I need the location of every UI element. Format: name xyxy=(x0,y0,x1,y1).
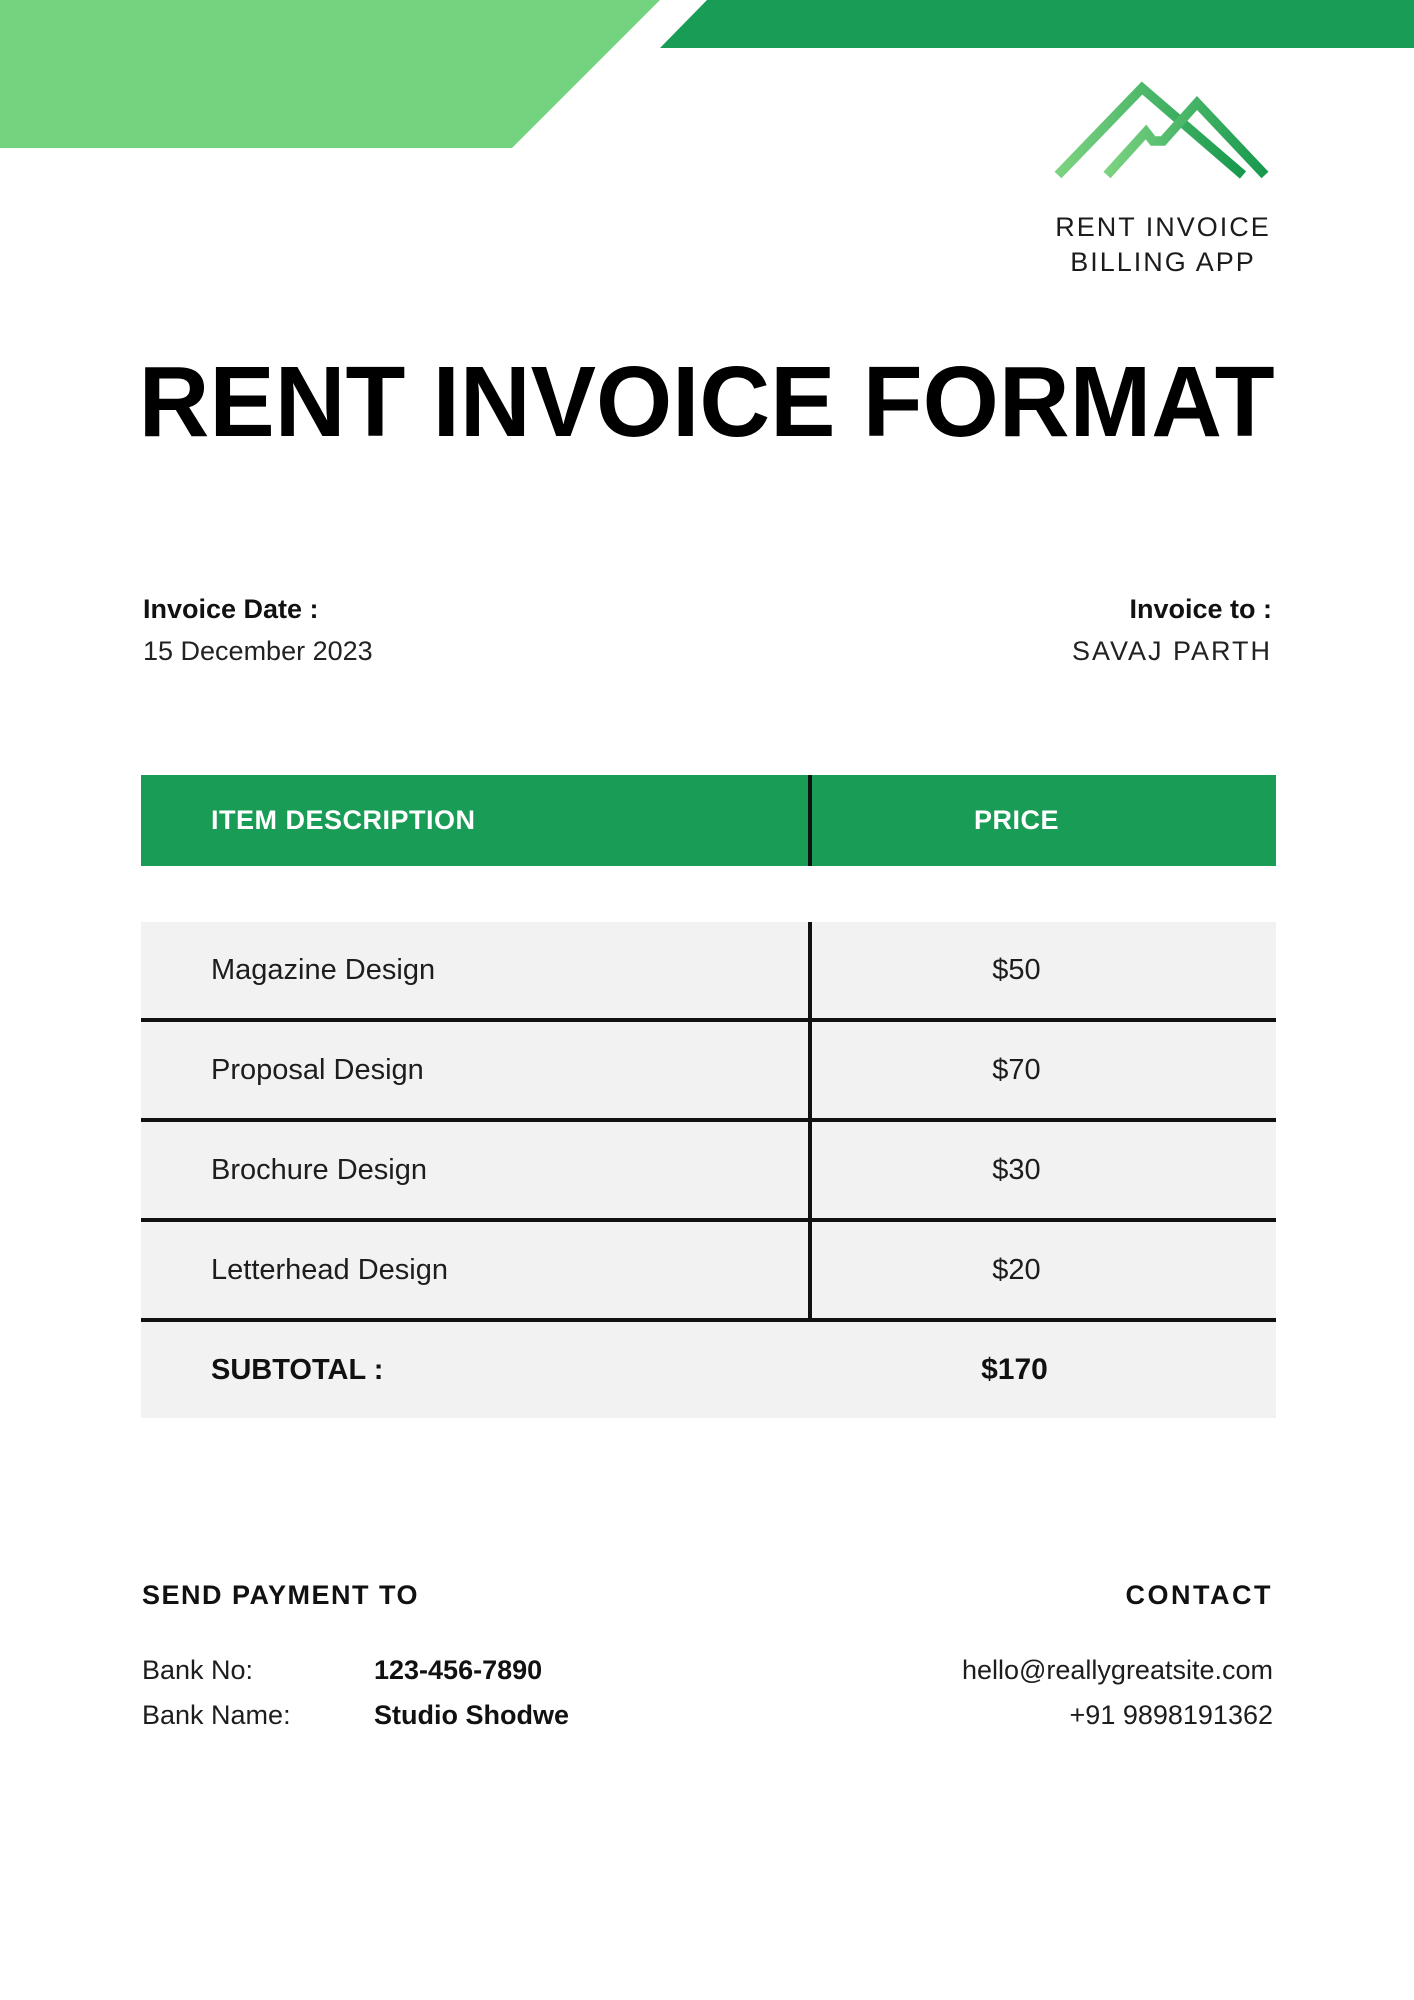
bank-name-value: Studio Shodwe xyxy=(374,1700,569,1730)
invoice-to-label: Invoice to : xyxy=(1129,594,1272,624)
contact-email: hello@reallygreatsite.com xyxy=(961,1655,1273,1685)
contact-heading: CONTACT xyxy=(1125,1580,1273,1610)
brand-line-1: RENT INVOICE xyxy=(1055,212,1271,242)
subtotal-value: $170 xyxy=(981,1353,1048,1386)
invoice-to-block xyxy=(1072,592,1272,668)
item-price: $70 xyxy=(808,1022,1276,1118)
page-title: RENT INVOICE FORMAT xyxy=(138,346,1276,458)
bank-no-row xyxy=(142,1648,569,1693)
item-description: Proposal Design xyxy=(211,1053,424,1086)
items-table xyxy=(141,775,1276,1418)
send-payment-block xyxy=(142,1580,569,1738)
table-row xyxy=(141,1022,1276,1122)
subtotal-label: SUBTOTAL : xyxy=(211,1353,384,1386)
invoice-date-block xyxy=(143,592,373,668)
table-header-row xyxy=(141,775,1276,866)
item-price: $30 xyxy=(808,1122,1276,1218)
mountain-logo-icon xyxy=(1040,80,1280,185)
table-header-gap xyxy=(141,866,1276,922)
item-price: $20 xyxy=(808,1222,1276,1318)
item-description: Magazine Design xyxy=(211,953,436,986)
send-payment-heading: SEND PAYMENT TO xyxy=(142,1580,420,1610)
bank-name-label: Bank Name: xyxy=(142,1700,291,1730)
item-price: $50 xyxy=(808,922,1276,1018)
invoice-date-value: 15 December 2023 xyxy=(143,636,373,666)
invoice-date-label: Invoice Date : xyxy=(143,594,319,624)
brand-line-2: BILLING APP xyxy=(1070,247,1256,277)
item-description: Brochure Design xyxy=(211,1153,427,1186)
table-header-price: PRICE xyxy=(808,775,1276,866)
table-row xyxy=(141,922,1276,1022)
table-row xyxy=(141,1122,1276,1222)
item-description: Letterhead Design xyxy=(211,1253,448,1286)
top-right-dark-green-bar xyxy=(660,0,1414,48)
table-header-description: ITEM DESCRIPTION xyxy=(211,805,476,835)
bank-name-row xyxy=(142,1693,569,1738)
table-row xyxy=(141,1222,1276,1322)
subtotal-row xyxy=(141,1322,1276,1418)
top-left-light-green-ribbon xyxy=(0,0,660,148)
bank-no-value: 123-456-7890 xyxy=(374,1655,543,1685)
brand-text xyxy=(1013,210,1313,280)
contact-phone: +91 9898191362 xyxy=(1069,1700,1273,1730)
bank-no-label: Bank No: xyxy=(142,1655,254,1685)
invoice-to-value: SAVAJ PARTH xyxy=(1071,636,1272,666)
contact-block xyxy=(962,1580,1273,1738)
